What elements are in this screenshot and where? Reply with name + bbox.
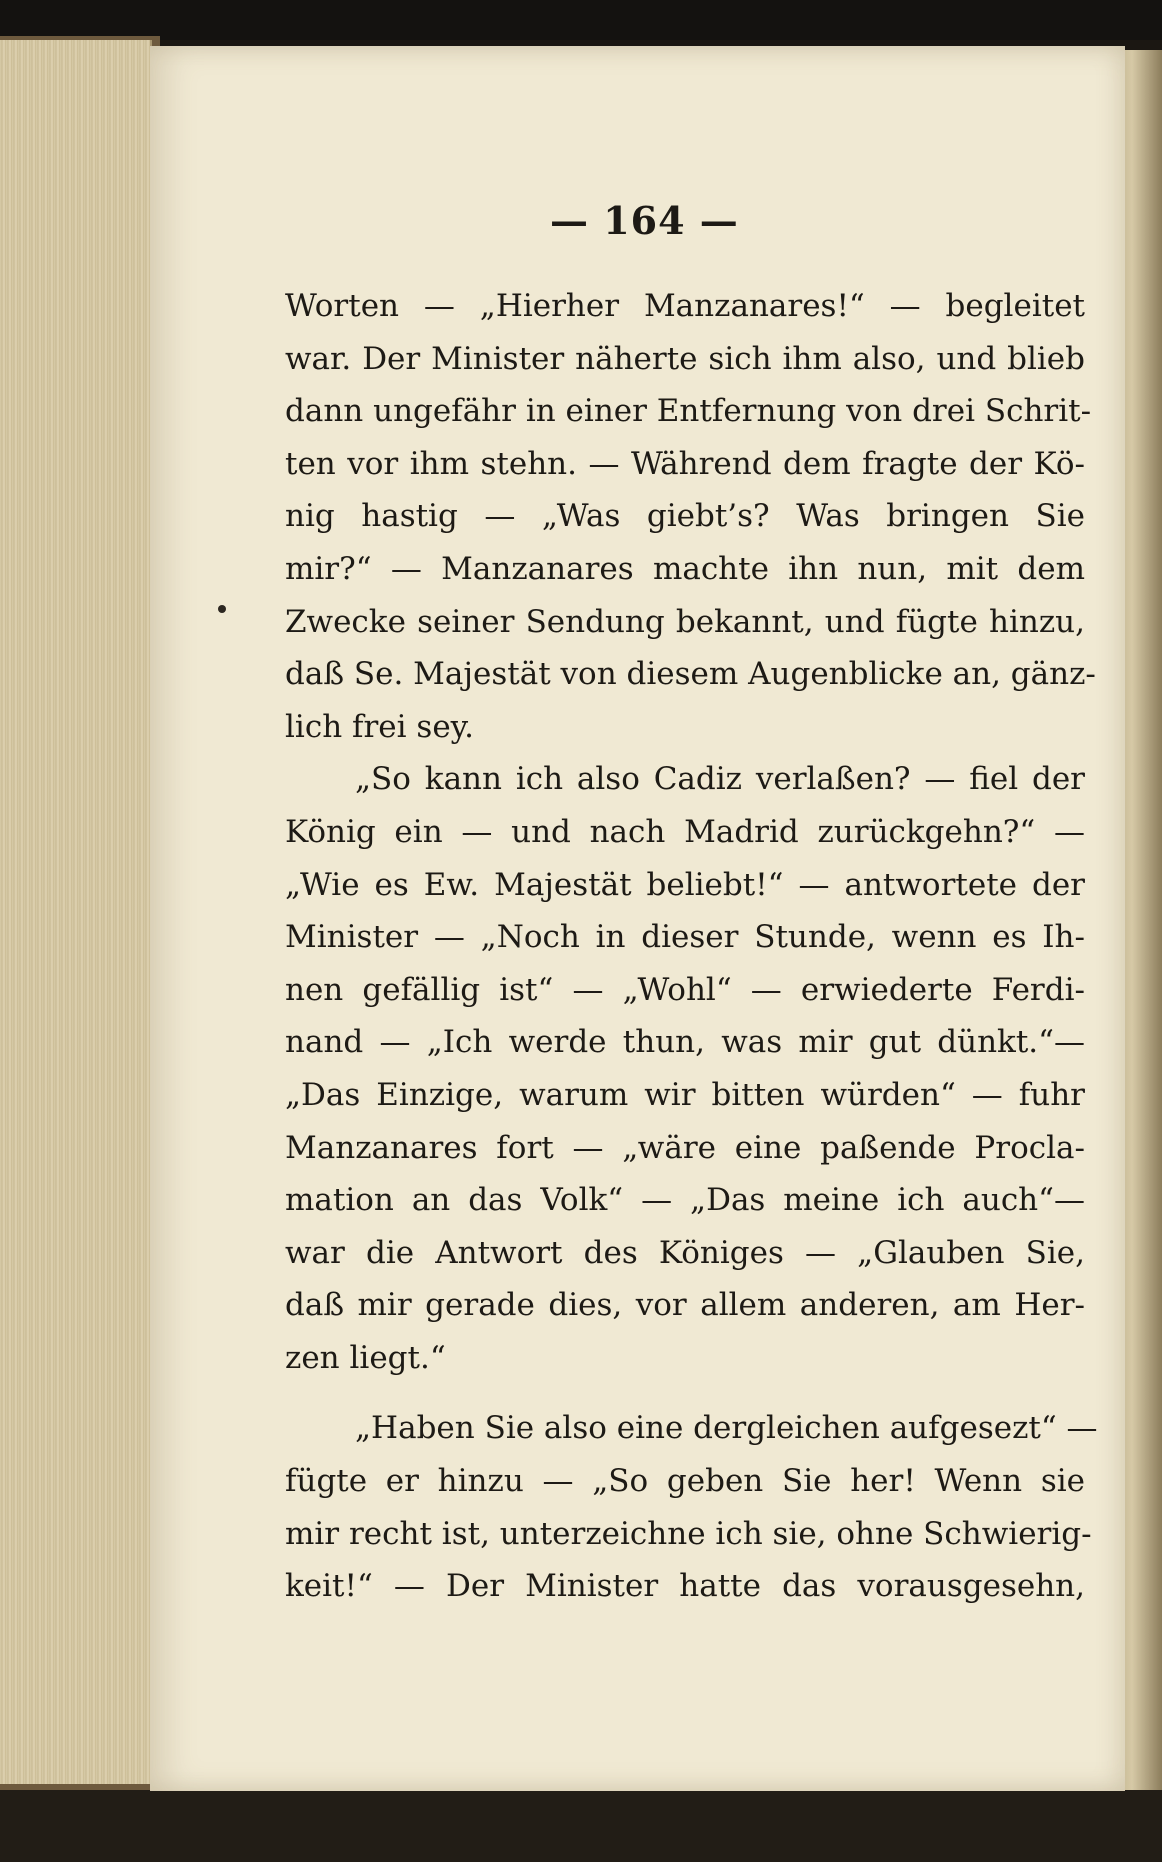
text-line: lich frei sey. — [285, 708, 474, 745]
text-line: war. Der Minister näherte sich ihm also, und blieb — [285, 340, 1085, 377]
text-line: war die Antwort des Königes — „Glauben Sie, — [285, 1234, 1085, 1271]
text-line: mir?“ — Manzanares machte ihn nun, mit dem — [285, 550, 1085, 587]
body-text — [285, 280, 1098, 1613]
text-line: fügte er hinzu — „So geben Sie her! Wenn sie — [285, 1463, 1085, 1500]
text-line: „So kann ich also Cadiz verlaßen? — fiel der — [355, 761, 1085, 798]
text-line: mation an das Volk“ — „Das meine ich auch“— — [285, 1182, 1085, 1219]
text-line: nig hastig — „Was giebt’s? Was bringen Sie — [285, 498, 1085, 535]
text-line: „Das Einzige, warum wir bitten würden“ — fuhr — [285, 1076, 1085, 1113]
text-line: daß Se. Majestät von diesem Augenblicke an, gänz- — [285, 656, 1096, 693]
text-line: „Haben Sie also eine dergleichen aufgesezt“ — — [355, 1410, 1098, 1447]
text-line: ten vor ihm stehn. — Während dem fragte der Kö- — [285, 445, 1085, 482]
text-line: „Wie es Ew. Majestät beliebt!“ — antwortete der — [285, 866, 1085, 903]
ink-spot — [218, 605, 226, 613]
paragraph — [285, 753, 1085, 1384]
text-line: Minister — „Noch in dieser Stunde, wenn es Ih- — [285, 919, 1085, 956]
book-bottom-edge — [0, 1790, 1162, 1862]
text-line: Manzanares fort — „wäre eine paßende Procla- — [285, 1129, 1085, 1166]
page-number: — 164 — — [550, 198, 739, 243]
text-line: König ein — und nach Madrid zurückgehn?“ — — [285, 813, 1085, 850]
page-stack-left — [0, 40, 152, 1795]
text-line: mir recht ist, unterzeichne ich sie, ohne Schwierig- — [285, 1515, 1092, 1552]
paragraph-gap — [285, 1384, 1085, 1402]
text-line: nand — „Ich werde thun, was mir gut dünkt.“— — [285, 1024, 1085, 1061]
paragraph — [285, 1402, 1098, 1612]
text-line: Worten — „Hierher Manzanares!“ — begleitet — [285, 288, 1085, 324]
text-line: dann ungefähr in einer Entfernung von drei Schrit- — [285, 393, 1092, 430]
text-line: nen gefällig ist“ — „Wohl“ — erwiederte Ferdi- — [285, 971, 1085, 1008]
text-line: Zwecke seiner Sendung bekannt, und fügte hinzu, — [285, 603, 1085, 640]
text-line: daß mir gerade dies, vor allem anderen, am Her- — [285, 1287, 1085, 1324]
text-line: zen liegt.“ — [285, 1339, 446, 1376]
paragraph — [285, 280, 1096, 753]
text-line: keit!“ — Der Minister hatte das vorausgesehn, — [285, 1568, 1085, 1605]
book-top-edge — [0, 0, 1162, 40]
